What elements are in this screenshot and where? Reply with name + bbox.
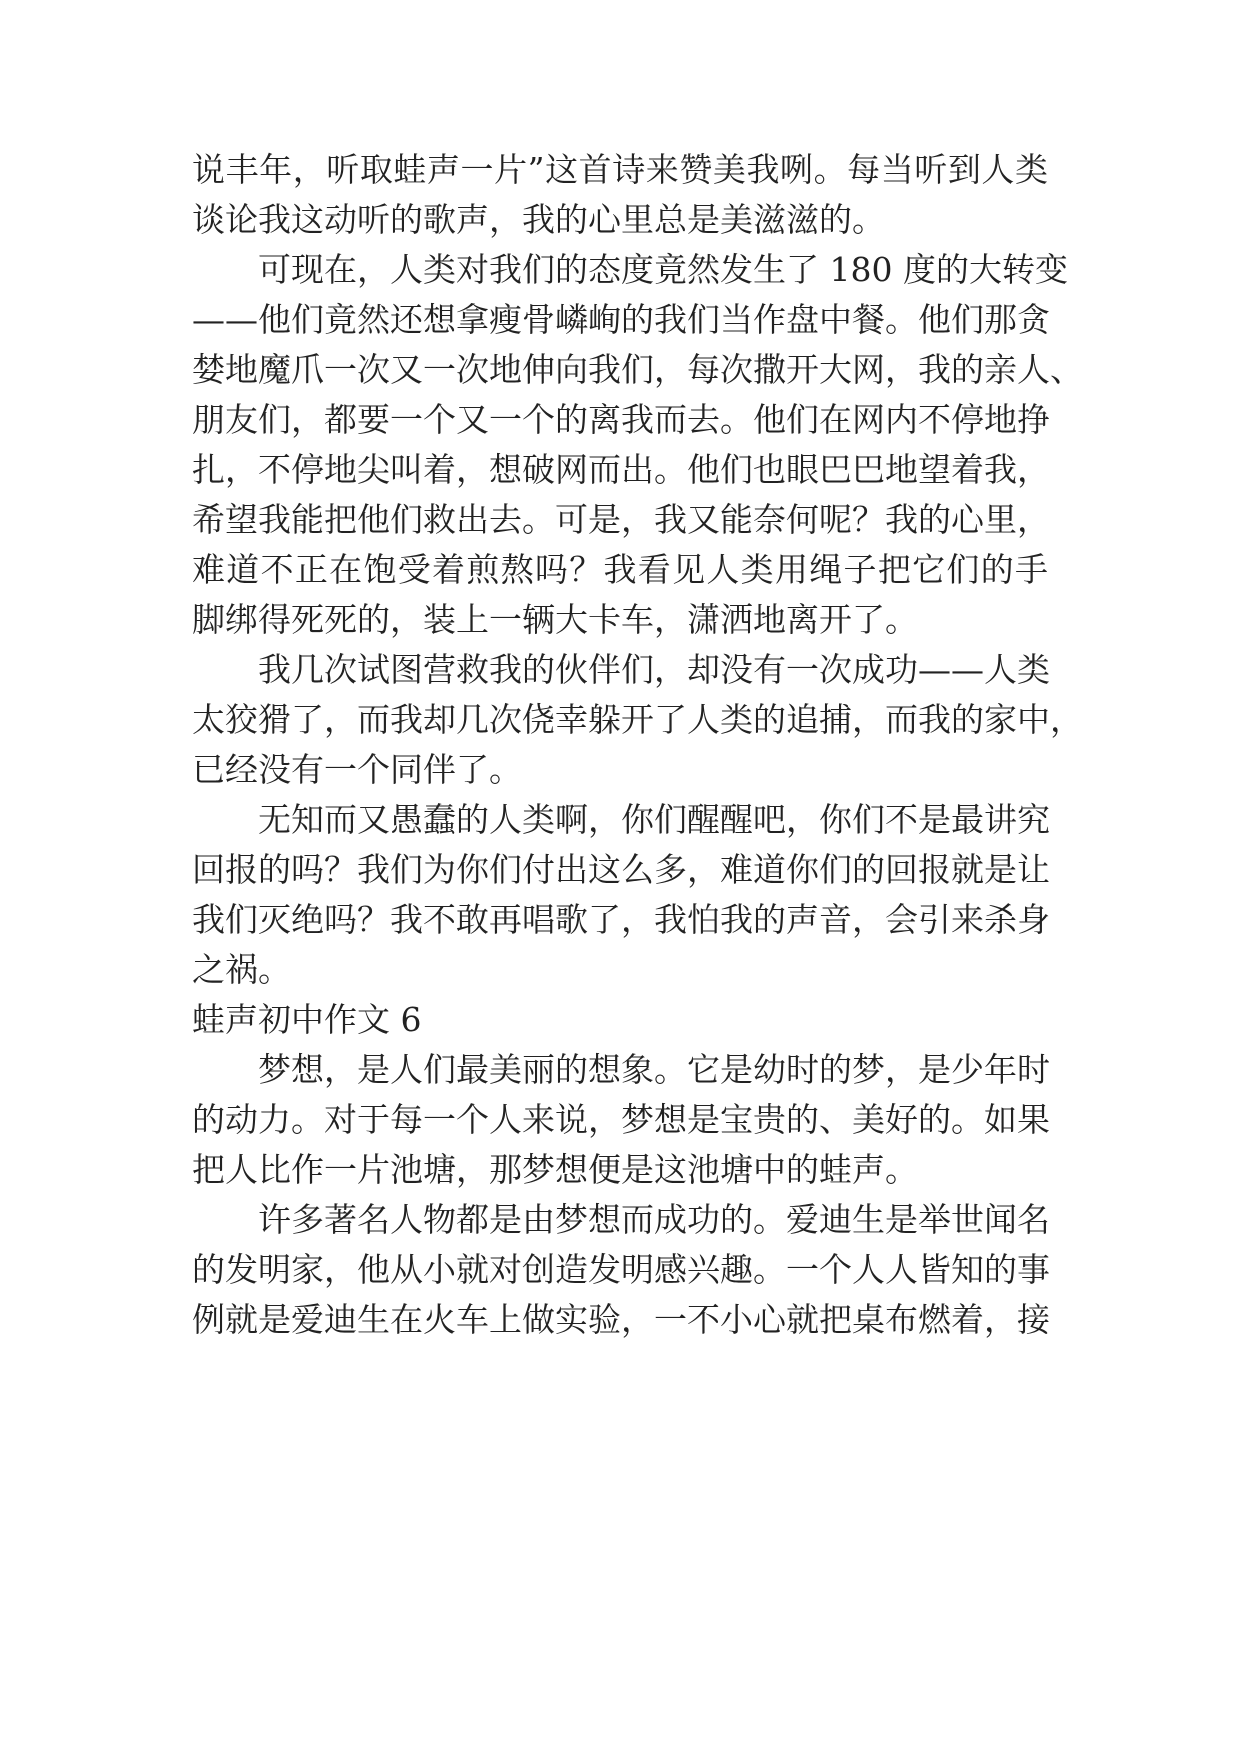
- text-line: 婪地魔爪一次又一次地伸向我们，每次撒开大网，我的亲人、: [192, 350, 1083, 389]
- text-line: 已经没有一个同伴了。: [192, 750, 522, 789]
- paragraph-start-line: 我几次试图营救我的伙伴们，却没有一次成功——人类: [258, 650, 1050, 689]
- text-line: 我们灭绝吗？我不敢再唱歌了，我怕我的声音，会引来杀身: [192, 900, 1050, 939]
- text-line: 之祸。: [192, 950, 291, 989]
- text-line: 脚绑得死死的，装上一辆大卡车，潇洒地离开了。: [192, 600, 918, 639]
- text-line: 希望我能把他们救出去。可是，我又能奈何呢？我的心里，: [192, 500, 1050, 539]
- text-line: 太狡猾了，而我却几次侥幸躲开了人类的追捕，而我的家中，: [192, 700, 1083, 739]
- text-line: 回报的吗？我们为你们付出这么多，难道你们的回报就是让: [192, 850, 1050, 889]
- text-line: 扎，不停地尖叫着，想破网而出。他们也眼巴巴地望着我，: [192, 450, 1050, 489]
- section-heading: 蛙声初中作文 6: [192, 1000, 422, 1039]
- paragraph-start-line: 许多著名人物都是由梦想而成功的。爱迪生是举世闻名: [258, 1200, 1050, 1239]
- text-line: 说丰年，听取蛙声一片”这首诗来赞美我咧。每当听到人类: [192, 150, 1048, 189]
- text-line: 例就是爱迪生在火车上做实验，一不小心就把桌布燃着，接: [192, 1300, 1050, 1339]
- text-line: ——他们竟然还想拿瘦骨嶙峋的我们当作盘中餐。他们那贪: [192, 300, 1050, 339]
- text-line: 难道不正在饱受着煎熬吗？我看见人类用绳子把它们的手: [192, 550, 1048, 589]
- text-line: 的发明家，他从小就对创造发明感兴趣。一个人人皆知的事: [192, 1250, 1050, 1289]
- paragraph-start-line: 无知而又愚蠢的人类啊，你们醒醒吧，你们不是最讲究: [258, 800, 1050, 839]
- text-line: 的动力。对于每一个人来说，梦想是宝贵的、美好的。如果: [192, 1100, 1050, 1139]
- paragraph-start-line: 可现在，人类对我们的态度竟然发生了 180 度的大转变: [258, 250, 1068, 289]
- text-line: 朋友们，都要一个又一个的离我而去。他们在网内不停地挣: [192, 400, 1050, 439]
- text-line: 把人比作一片池塘，那梦想便是这池塘中的蛙声。: [192, 1150, 918, 1189]
- text-line: 谈论我这动听的歌声，我的心里总是美滋滋的。: [192, 200, 885, 239]
- paragraph-start-line: 梦想，是人们最美丽的想象。它是幼时的梦，是少年时: [258, 1050, 1050, 1089]
